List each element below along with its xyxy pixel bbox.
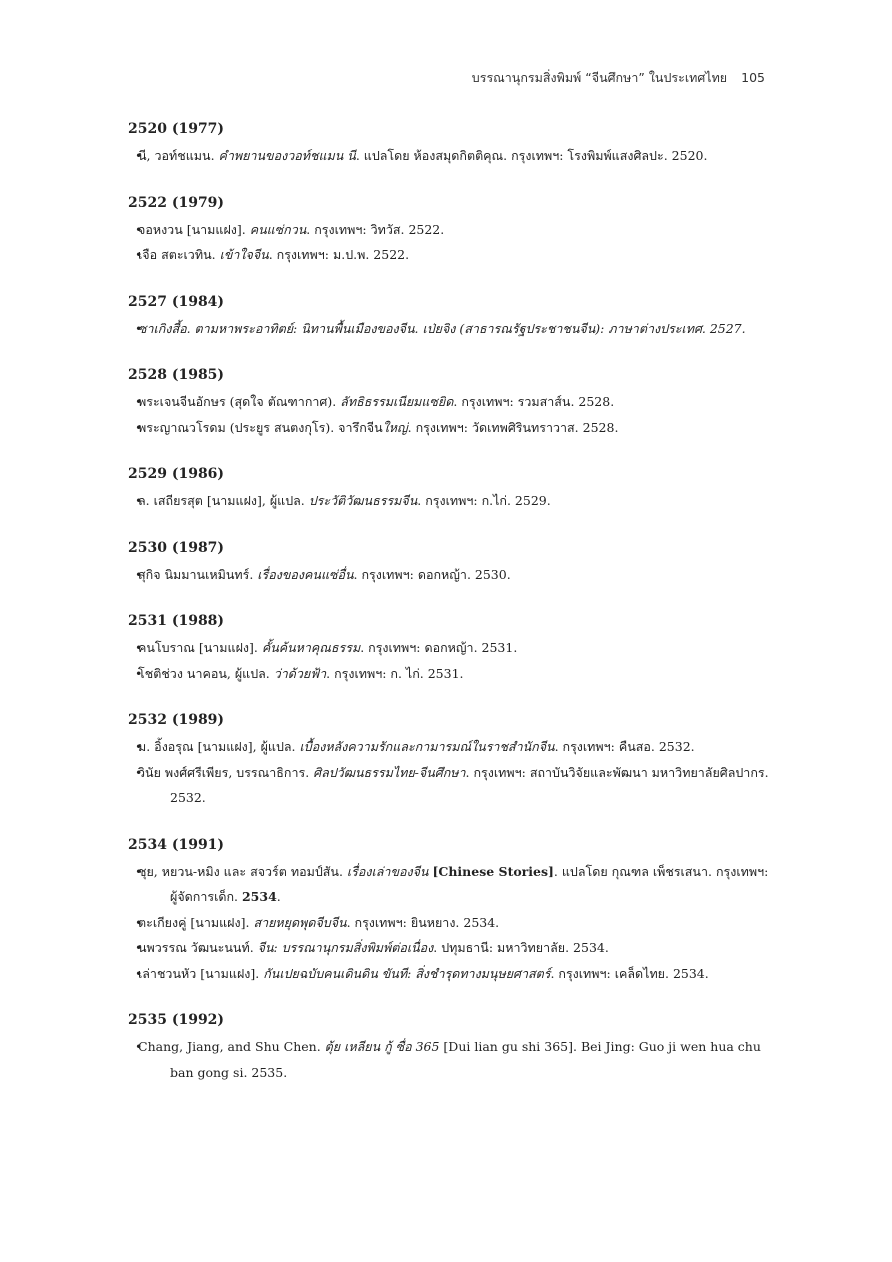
year-section	[128, 464, 770, 514]
year-heading: 2528 (1985)	[128, 367, 225, 383]
entry-text: วินัย พงศ์ศรีเพียร, บรรณาธิการ.	[138, 764, 314, 780]
entry-title: เข้าใจจีน	[219, 247, 269, 262]
bibliography-entry	[128, 242, 770, 268]
year-section	[128, 611, 770, 686]
year-section	[128, 365, 770, 440]
entry-text: พระเจนจีนอักษร (สุดใจ ตัณฑากาศ).	[138, 394, 341, 409]
entry-title: คั้นค้นหาคุณธรรม	[261, 640, 361, 655]
entry-title: ศิลปวัฒนธรรมไทย-จีนศึกษา	[313, 764, 466, 780]
entry-text: . ปทุมธานี: มหาวิทยาลัย. 2534.	[433, 940, 609, 955]
entry-text: ม. อิ้งอรุณ [นามแฝง], ผู้แปล.	[138, 739, 300, 754]
entry-title: สายหยุดพุดจีบจีน	[253, 914, 347, 930]
year-heading: 2522 (1979)	[128, 194, 225, 211]
entry-list	[128, 562, 770, 588]
entry-text: นี, วอท์ชแมน.	[138, 148, 219, 163]
year-heading: 2532 (1989)	[128, 712, 225, 728]
entry-title: คำพยานของวอท์ชแมน นี	[218, 148, 356, 163]
year-heading: 2534 (1991)	[128, 836, 225, 853]
entry-list	[128, 217, 770, 268]
entry-text: . กรุงเทพฯ: ยินหยาง. 2534.	[346, 914, 500, 930]
entry-list	[128, 143, 770, 169]
entry-title: ลัทธิธรรมเนียมแซยิด	[340, 394, 454, 409]
bibliography-entry	[128, 143, 770, 169]
entry-list	[128, 1034, 770, 1085]
entry-list	[128, 389, 770, 440]
entry-title: ตุ้ย เหลียน กู้ ซื่อ 365	[324, 1039, 440, 1054]
bibliography-list	[128, 119, 770, 1109]
bibliography-entry	[128, 661, 770, 687]
bibliography-entry	[128, 389, 770, 415]
entry-text: .	[276, 889, 281, 904]
bibliography-entry	[128, 961, 770, 987]
year-heading: 2531 (1988)	[128, 613, 225, 629]
entry-text: . กรุงเทพฯ: วิทวัส. 2522.	[306, 221, 445, 237]
year-section	[128, 193, 770, 268]
bibliography-entry	[128, 734, 770, 760]
entry-text: . แปลโดย ห้องสมุดกิตติคุณ. กรุงเทพฯ: โรงพิมพ์แสงศิลปะ. 2520.	[355, 148, 708, 163]
entry-text: โชติช่วง นาคอน, ผู้แปล.	[138, 665, 274, 681]
entry-text: พระญาณวโรดม (ประยูร สนตงกุโร). จารึกจีน	[138, 419, 383, 435]
bibliography-entry	[128, 760, 770, 811]
bibliography-entry	[128, 316, 770, 342]
year-heading: 2520 (1977)	[128, 121, 225, 137]
bibliography-entry	[128, 935, 770, 961]
entry-list	[128, 734, 770, 811]
bibliography-entry	[128, 859, 770, 910]
entry-text: นพวรรณ วัฒนะนนท์.	[138, 940, 258, 955]
year-heading: 2535 (1992)	[128, 1012, 225, 1028]
running-header	[472, 68, 765, 88]
bibliography-entry	[128, 1034, 770, 1085]
bibliography-entry	[128, 562, 770, 588]
year-section	[128, 119, 770, 169]
entry-bold-text: 2534	[241, 889, 277, 904]
entry-list	[128, 488, 770, 514]
entry-title: ใหญ่	[382, 419, 408, 435]
entry-text: . กรุงเทพฯ: วัดเทพศิรินทราวาส. 2528.	[407, 419, 619, 435]
entry-text: เล่าชวนหัว [นามแฝง].	[138, 965, 264, 981]
page-number: 105	[741, 70, 765, 85]
entry-text: Chang, Jiang, and Shu Chen.	[138, 1039, 325, 1054]
year-section	[128, 710, 770, 811]
year-heading: 2530 (1987)	[128, 539, 225, 556]
entry-text: . กรุงเทพฯ: เคล็ดไทย. 2534.	[550, 965, 709, 981]
entry-text: คนโบราณ [นามแฝง].	[138, 640, 262, 655]
year-section	[128, 835, 770, 987]
running-header-title: บรรณานุกรมสิ่งพิมพ์ “จีนศึกษา” ในประเทศไทย	[471, 70, 728, 85]
entry-text: . แปลโดย กุณฑล เพ็ชรเสนา. กรุงเทพฯ: ผู้จัดการเด็ก.	[170, 863, 769, 904]
bibliography-entry	[128, 217, 770, 243]
entry-text: ชุย, หยวน-หมิง และ สจวร์ต ทอมป์สัน.	[138, 863, 347, 879]
entry-title: จีน: บรรณานุกรมสิ่งพิมพ์ต่อเนื่อง	[257, 940, 434, 955]
year-heading: 2527 (1984)	[128, 293, 225, 310]
entry-text: ล. เสถียรสุต [นามแฝง], ผู้แปล.	[138, 493, 309, 508]
bibliography-entry	[128, 488, 770, 514]
entry-text: จอหงวน [นามแฝง].	[138, 221, 250, 237]
bibliography-entry	[128, 910, 770, 936]
entry-text: . กรุงเทพฯ: รวมสาส์น. 2528.	[453, 394, 615, 409]
entry-title: เรื่องเล่าของจีน	[346, 863, 429, 879]
year-section	[128, 538, 770, 588]
entry-text: . กรุงเทพฯ: สถาบันวิจัยและพัฒนา มหาวิทยาลัยศิลปากร. 2532.	[170, 764, 769, 805]
entry-text: . กรุงเทพฯ: ก.ไก่. 2529.	[417, 493, 551, 508]
entry-title: ว่าด้วยฟ้า	[273, 665, 327, 681]
entry-title: ซาเกิงสี้อ. ตามหาพระอาทิตย์: นิทานพื้นเมืองของจีน. เป่ยจิง (สาธารณรัฐประชาชนจีน): ภาษาต่างประเทศ. 2527.	[138, 320, 746, 336]
entry-text: . กรุงเทพฯ: ดอกหญ้า. 2530.	[353, 566, 511, 582]
entry-list	[128, 635, 770, 686]
entry-text: [Dui lian gu shi 365]. Bei Jing: Guo ji wen hua chu ban gong si. 2535.	[170, 1039, 761, 1080]
entry-list	[128, 316, 770, 342]
entry-text: . กรุงเทพฯ: คืนสอ. 2532.	[554, 739, 695, 754]
entry-title: ประวัติวัฒนธรรมจีน	[308, 493, 418, 508]
entry-title: คนแซ่กวน	[249, 221, 307, 237]
entry-list	[128, 859, 770, 987]
bibliography-entry	[128, 635, 770, 661]
year-heading: 2529 (1986)	[128, 466, 225, 482]
entry-text: ตะเกียงคู่ [นามแฝง].	[138, 914, 254, 930]
entry-text: สุกิจ นิมมานเหมินทร์.	[138, 566, 258, 582]
entry-text: เจือ สตะเวทิน.	[138, 247, 220, 262]
entry-text: . กรุงเทพฯ: ม.ป.พ. 2522.	[268, 247, 410, 262]
entry-title: เรื่องของคนแซ่อื่น	[257, 566, 354, 582]
entry-title: เบื้องหลังความรักและกามารมณ์ในราชสำนักจีน	[299, 739, 555, 754]
bibliography-entry	[128, 415, 770, 441]
entry-text: . กรุงเทพฯ: ก. ไก่. 2531.	[326, 665, 464, 681]
year-section	[128, 1010, 770, 1085]
entry-title: กันเปยฉบับคนเดินดิน ขันที: สิ่งชำรุดทางมนุษยศาสตร์	[263, 965, 551, 981]
entry-text: . กรุงเทพฯ: ดอกหญ้า. 2531.	[360, 640, 518, 655]
entry-bold-text: [Chinese Stories]	[432, 863, 554, 879]
year-section	[128, 292, 770, 342]
